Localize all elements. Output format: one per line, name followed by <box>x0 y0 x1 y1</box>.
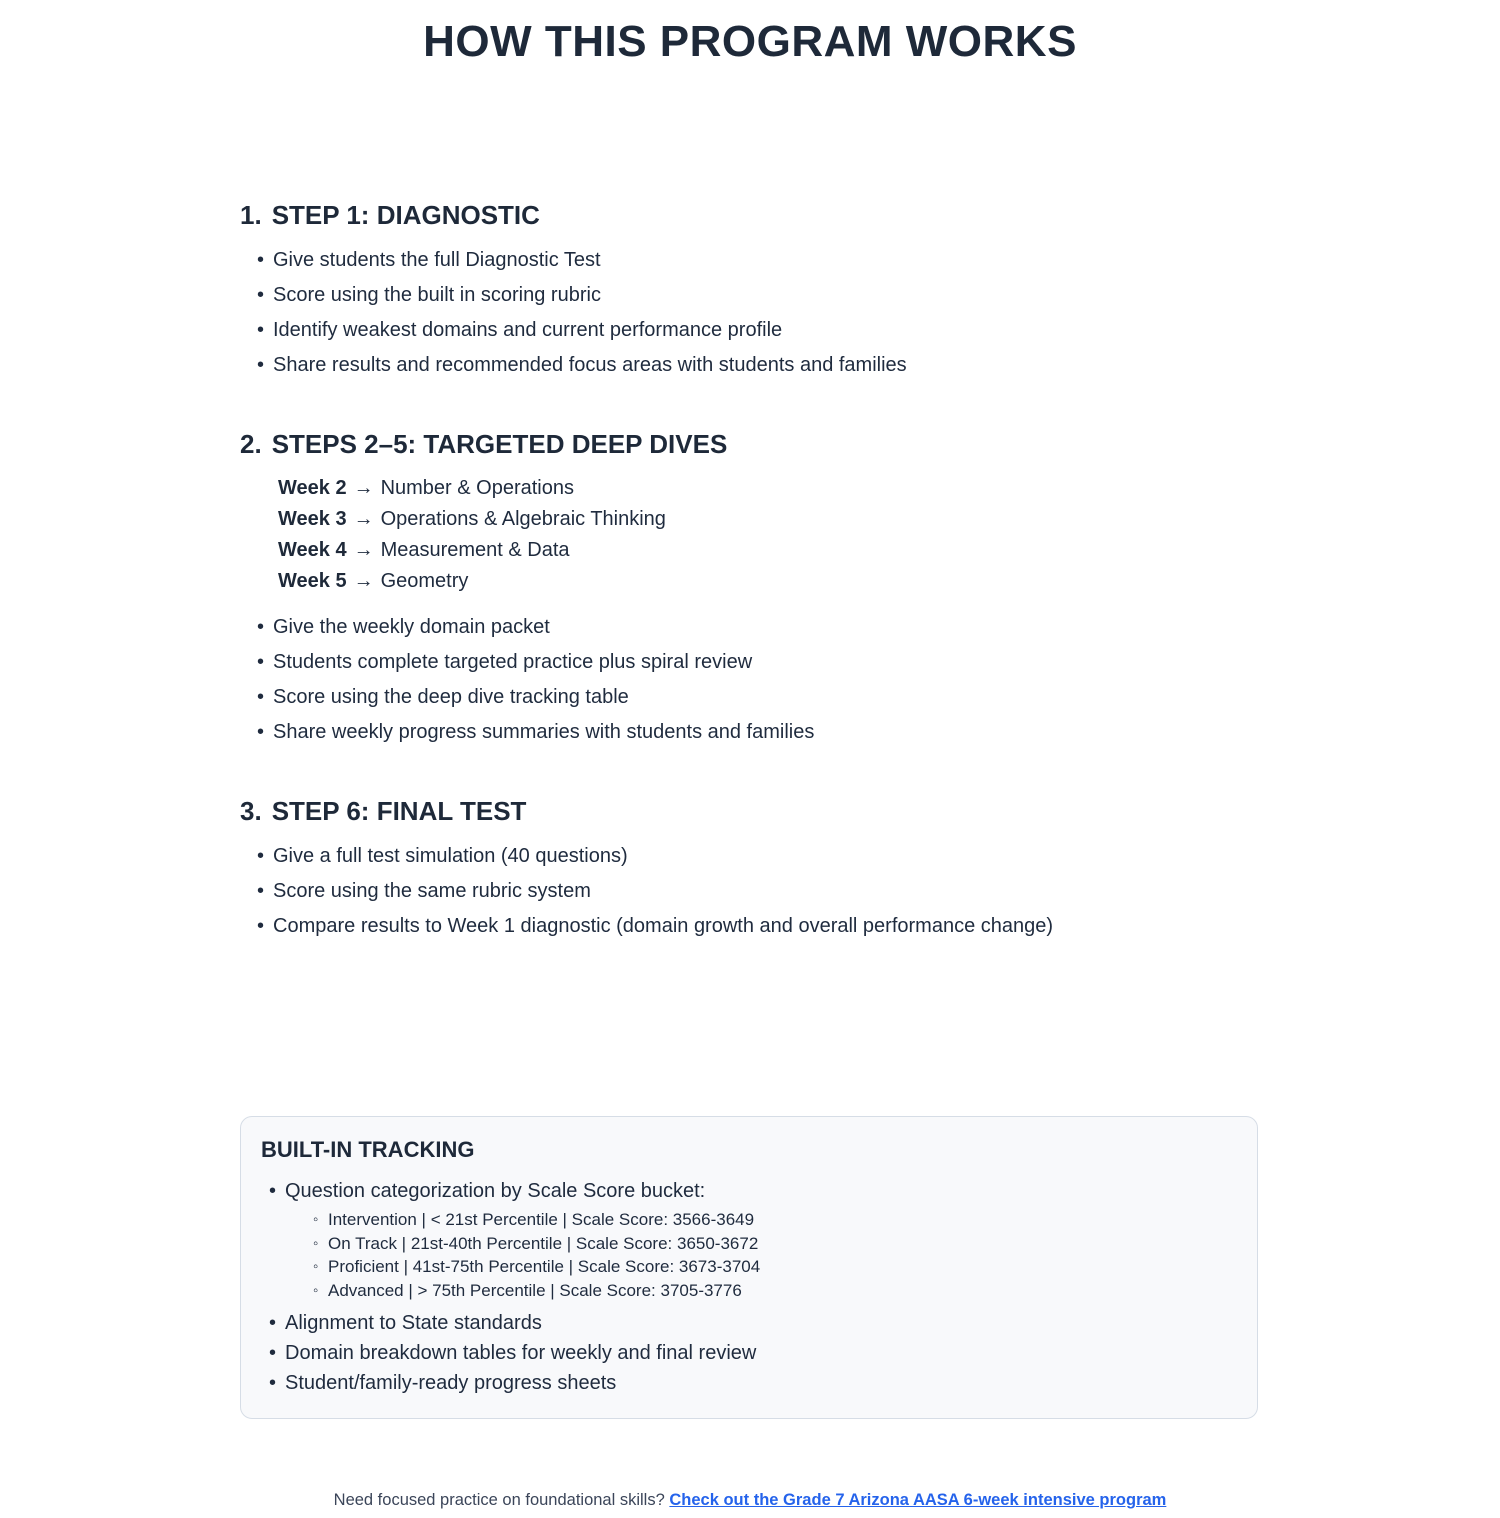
week-mapping-row <box>278 504 1260 535</box>
list-item: • Score using the deep dive tracking table <box>257 680 1260 715</box>
week-label: Week 4 <box>278 539 347 562</box>
list-item: • Compare results to Week 1 diagnostic (domain growth and overall performance change) <box>257 909 1260 944</box>
right-arrow-icon: → <box>353 477 374 500</box>
program-overview-page <box>0 18 1500 1518</box>
week-domain: Measurement & Data <box>380 539 570 562</box>
bucket-item: ◦ Proficient | 41st-75th Percentile | Scale Score: 3673-3704 <box>313 1255 1233 1279</box>
list-item: • Student/family-ready progress sheets <box>269 1368 1233 1398</box>
week-mapping-row <box>278 566 1260 597</box>
list-item: • Share weekly progress summaries with students and families <box>257 715 1260 750</box>
section-heading-steps-2-5 <box>240 429 1260 459</box>
step-6-bullet-list <box>240 839 1260 944</box>
bucket-item: ◦ On Track | 21st-40th Percentile | Scale Score: 3650-3672 <box>313 1232 1233 1256</box>
week-mapping-list <box>278 473 1260 597</box>
list-item: • Give the weekly domain packet <box>257 610 1260 645</box>
footer <box>0 1491 1500 1510</box>
section-heading-step-6 <box>240 796 1260 826</box>
page-title: HOW THIS PROGRAM WORKS <box>423 17 1077 66</box>
right-arrow-icon: → <box>353 539 374 562</box>
footer-prompt-text: Need focused practice on foundational skills? <box>333 1491 670 1510</box>
section-number: 1. <box>240 200 262 231</box>
intensive-program-link[interactable]: Check out the Grade 7 Arizona AASA 6-week intensive program <box>669 1491 1167 1510</box>
tracking-panel-heading: BUILT-IN TRACKING <box>261 1137 475 1163</box>
week-domain: Geometry <box>380 570 469 593</box>
section-number: 3. <box>240 796 262 827</box>
list-item <box>269 1176 1233 1302</box>
week-label: Week 5 <box>278 570 347 593</box>
list-item: • Give students the full Diagnostic Test <box>257 243 1260 278</box>
section-heading-label: STEPS 2–5: TARGETED DEEP DIVES <box>271 429 728 460</box>
list-item: • Identify weakest domains and current performance profile <box>257 313 1260 348</box>
list-item: • Share results and recommended focus areas with students and families <box>257 348 1260 383</box>
section-heading-label: STEP 1: DIAGNOSTIC <box>271 200 540 231</box>
week-label: Week 3 <box>278 508 347 531</box>
right-arrow-icon: → <box>353 508 374 531</box>
steps-2-5-bullet-list <box>240 610 1260 750</box>
list-item: • Domain breakdown tables for weekly and final review <box>269 1338 1233 1368</box>
week-label: Week 2 <box>278 477 347 500</box>
section-heading-step-1 <box>240 200 1260 230</box>
right-arrow-icon: → <box>353 570 374 593</box>
bucket-intro-label: Question categorization by Scale Score bucket: <box>285 1180 706 1203</box>
list-item: • Score using the same rubric system <box>257 874 1260 909</box>
section-number: 2. <box>240 429 262 460</box>
list-item: • Give a full test simulation (40 questions) <box>257 839 1260 874</box>
section-heading-label: STEP 6: FINAL TEST <box>271 796 527 827</box>
main-content <box>240 200 1260 1419</box>
list-item: • Students complete targeted practice plus spiral review <box>257 645 1260 680</box>
week-domain: Operations & Algebraic Thinking <box>380 508 666 531</box>
scale-score-bucket-list <box>285 1208 1233 1302</box>
list-item: • Alignment to State standards <box>269 1308 1233 1338</box>
bucket-item: ◦ Advanced | > 75th Percentile | Scale Score: 3705-3776 <box>313 1279 1233 1303</box>
bucket-item: ◦ Intervention | < 21st Percentile | Scale Score: 3566-3649 <box>313 1208 1233 1232</box>
week-domain: Number & Operations <box>380 477 574 500</box>
list-item: • Score using the built in scoring rubric <box>257 278 1260 313</box>
tracking-bullet-list <box>261 1176 1233 1398</box>
step-1-bullet-list <box>240 243 1260 383</box>
built-in-tracking-panel <box>240 1116 1258 1419</box>
week-mapping-row <box>278 473 1260 504</box>
week-mapping-row <box>278 535 1260 566</box>
